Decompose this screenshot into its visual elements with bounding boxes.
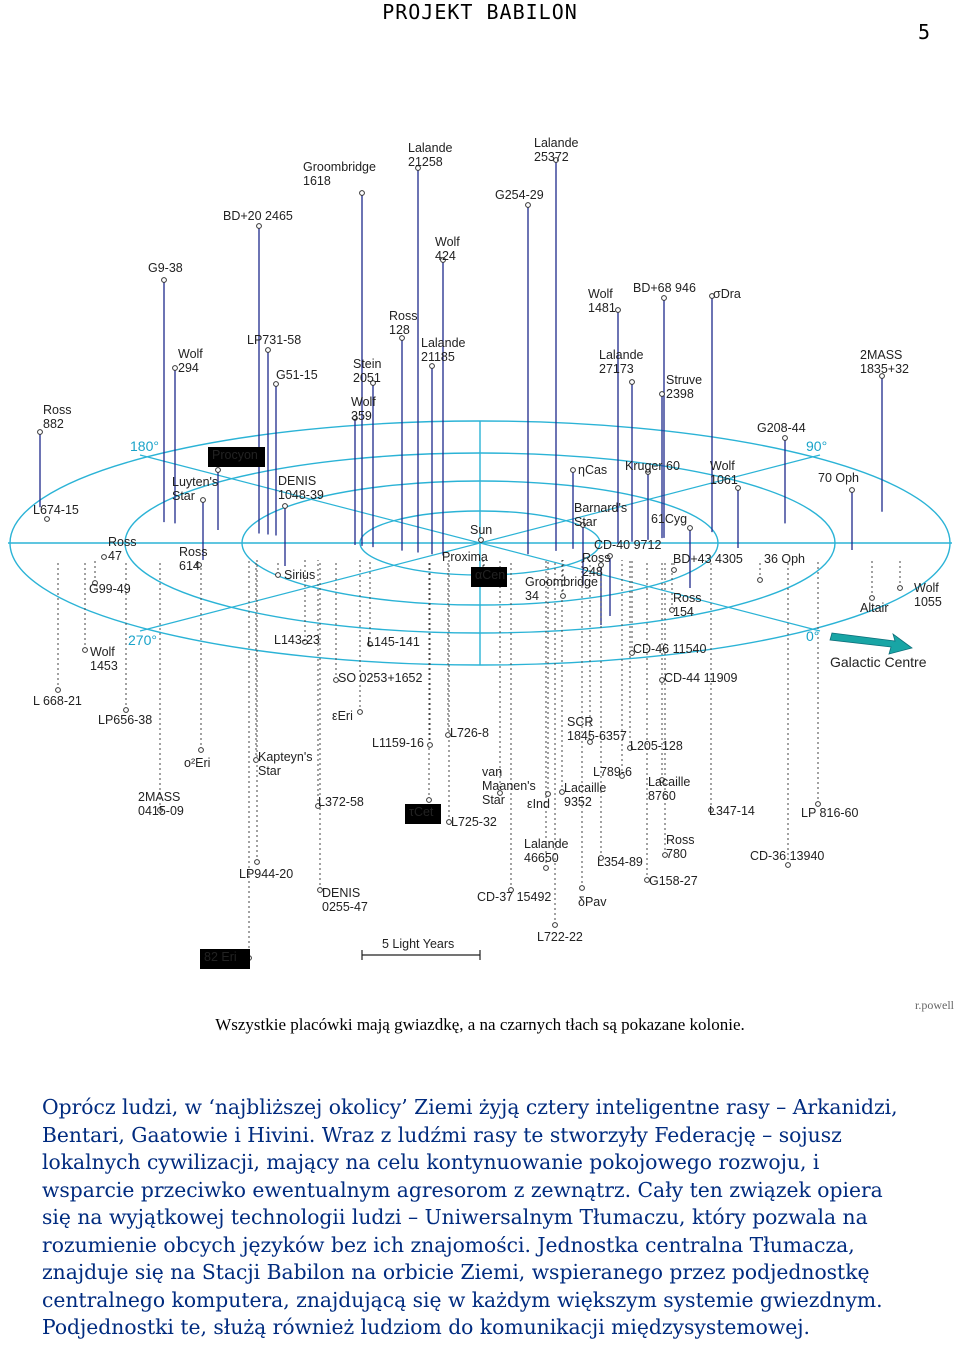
star-name: 1453 (90, 659, 118, 673)
star-marker (561, 594, 566, 599)
star-name: Lalande (599, 348, 644, 362)
star-label-tauceti (405, 804, 441, 824)
star-name: Barnard's (574, 501, 628, 515)
star-name: van (482, 765, 503, 779)
star-name: Ross (389, 309, 418, 323)
star-name: BD+20 2465 (223, 209, 293, 223)
star-marker (201, 498, 206, 503)
star-name: 8760 (648, 789, 676, 803)
star-name: 21258 (408, 155, 443, 169)
star-label-so0253 (338, 671, 422, 685)
star-name: 1048-39 (278, 488, 324, 502)
star-name: SCR (567, 715, 594, 729)
star-name: SO 0253+1652 (338, 671, 423, 685)
angle-90-label: 90° (806, 438, 828, 454)
star-label-g254 (495, 188, 544, 202)
galactic-centre-label: Galactic Centre (830, 654, 927, 670)
star-marker (898, 586, 903, 591)
star-label-cd4411909 (664, 671, 737, 685)
star-name: 1845-6357 (567, 729, 627, 743)
star-name: Luyten's (172, 475, 219, 489)
star-name: Ross (179, 545, 208, 559)
star-name: 882 (43, 417, 64, 431)
star-marker (672, 568, 677, 573)
star-name: 1061 (710, 473, 738, 487)
star-label-lalande21258 (408, 141, 453, 169)
star-label-kapteyn (258, 750, 313, 778)
star-name: Procyon (212, 448, 258, 462)
star-name: CD-37 15492 (477, 890, 552, 904)
star-map (0, 120, 960, 980)
star-name: L143-23 (274, 633, 320, 647)
star-name: Wolf (435, 235, 460, 249)
star-name: 25372 (534, 150, 569, 164)
star-name: Kruger 60 (625, 459, 680, 473)
star-name: 2051 (353, 371, 381, 385)
star-label-lalande21185 (421, 336, 466, 364)
star-name: DENIS (278, 474, 317, 488)
star-name: Struve (666, 373, 703, 387)
star-name: BD+68 946 (633, 281, 696, 295)
star-name: 248 (582, 565, 603, 579)
star-name: Lacaille (564, 781, 607, 795)
star-name: 2398 (666, 387, 694, 401)
star-label-lalande25372 (534, 136, 579, 164)
star-label-epseri (332, 709, 353, 723)
star-name: L726-8 (450, 726, 489, 740)
star-label-ross47 (108, 535, 136, 563)
star-label-cd3715492 (477, 890, 551, 904)
star-name: L347-14 (709, 804, 755, 818)
star-label-bd20 (223, 209, 293, 223)
scale-label: 5 Light Years (382, 937, 455, 951)
star-marker (45, 517, 50, 522)
star-name: 1835+32 (860, 362, 910, 376)
star-label-lalande46650 (524, 837, 569, 865)
star-name: L674-15 (33, 503, 79, 517)
star-marker (266, 348, 271, 353)
star-name: L372-58 (318, 795, 364, 809)
star-name: G99-49 (89, 582, 131, 596)
star-label-l354 (597, 855, 643, 869)
star-marker (430, 364, 435, 369)
star-name: L 668-21 (33, 694, 82, 708)
star-marker (216, 468, 221, 473)
star-name: Ross (582, 551, 611, 565)
star-name: o²Eri (184, 756, 211, 770)
star-label-l668 (33, 694, 82, 708)
star-label-oph70 (818, 471, 859, 485)
star-name: ηCas (578, 463, 608, 477)
star-name: Wolf (914, 581, 939, 595)
star-label-g9949 (89, 582, 131, 596)
star-label-cd40 (594, 538, 661, 552)
star-name: L725-32 (451, 815, 497, 829)
star-marker (199, 748, 204, 753)
page-header: PROJEKT BABILON (382, 0, 578, 24)
star-name: 82 Eri (204, 950, 237, 964)
star-name: LP731-58 (247, 333, 302, 347)
star-marker (546, 792, 551, 797)
star-label-struve2398 (666, 373, 702, 401)
star-label-l14323 (274, 633, 320, 647)
star-name: Sun (470, 523, 493, 537)
star-label-alphacen (471, 567, 507, 587)
star-label-l145 (367, 635, 420, 649)
star-label-wolf294 (178, 347, 203, 375)
galactic-centre-arrow-icon (830, 633, 912, 654)
page-number: 5 (917, 20, 930, 44)
star-marker (358, 710, 363, 715)
star-label-kruger60 (625, 459, 680, 473)
star-name: 128 (389, 323, 410, 337)
star-label-bd68 (633, 281, 696, 295)
star-name: CD-46 11540 (633, 642, 707, 656)
star-name: LP656-38 (98, 713, 153, 727)
star-name: CD-36 13940 (750, 849, 825, 863)
map-credit: r.powell (915, 998, 954, 1012)
star-name: Lalande (408, 141, 453, 155)
star-marker (124, 708, 129, 713)
star-name: BD+43 4305 (673, 552, 743, 566)
star-label-sirius (284, 568, 315, 582)
star-label-l722 (537, 930, 583, 944)
star-label-twomass0415 (138, 790, 184, 818)
star-name: Groombridge (525, 575, 598, 589)
star-name: L1159-16 (372, 736, 424, 750)
star-name: 1481 (588, 301, 616, 315)
star-label-g158 (649, 874, 698, 888)
star-label-o2eri (184, 756, 210, 770)
star-marker (544, 866, 549, 871)
star-marker (688, 526, 693, 531)
star-name: L145-141 (367, 635, 420, 649)
star-name: σDra (713, 287, 741, 301)
star-marker (162, 278, 167, 283)
star-label-deltapav (578, 895, 607, 909)
star-name: Star (258, 764, 281, 778)
star-name: CD-40 9712 (594, 538, 662, 552)
star-name: G208-44 (757, 421, 806, 435)
star-name: 27173 (599, 362, 634, 376)
star-label-procyon (208, 447, 265, 467)
star-marker (56, 688, 61, 693)
star-label-lp816 (801, 806, 859, 820)
star-name: 9352 (564, 795, 592, 809)
star-marker (786, 863, 791, 868)
star-label-wolf1453 (90, 645, 118, 673)
star-name: Lalande (421, 336, 466, 350)
angle-270-label: 270° (128, 632, 157, 648)
star-marker (553, 923, 558, 928)
map-caption: Wszystkie placówki mają gwiazdkę, a na czarnych tłach są pokazane kolonie. (215, 1015, 745, 1034)
star-name: LP944-20 (239, 867, 294, 881)
star-name: Ross (673, 591, 702, 605)
star-marker (274, 382, 279, 387)
star-marker (360, 191, 365, 196)
star-name: 34 (525, 589, 539, 603)
star-name: 780 (666, 847, 687, 861)
star-label-cd3613940 (750, 849, 824, 863)
star-name: Wolf (588, 287, 613, 301)
star-name: Ross (43, 403, 72, 417)
star-name: 46650 (524, 851, 559, 865)
star-marker (783, 436, 788, 441)
star-label-cyg61 (651, 512, 687, 526)
star-name: L722-22 (537, 930, 583, 944)
star-label-l347 (709, 804, 755, 818)
star-name: Proxima (442, 550, 488, 564)
star-name: L789-6 (593, 765, 632, 779)
star-name: Kapteyn's (258, 750, 313, 764)
star-name: Sirius (284, 568, 316, 582)
star-name: 359 (351, 409, 372, 423)
star-label-proxima (442, 550, 488, 564)
star-label-sigmadra (713, 287, 741, 301)
star-marker (38, 430, 43, 435)
star-name: Wolf (90, 645, 115, 659)
star-name: 294 (178, 361, 199, 375)
star-name: 614 (179, 559, 200, 573)
star-name: 2MASS (860, 348, 903, 362)
star-marker (616, 308, 621, 313)
star-label-altair (860, 601, 888, 615)
star-label-g20844 (757, 421, 806, 435)
star-name: 36 Oph (764, 552, 806, 566)
star-name: εInd (527, 797, 550, 811)
star-label-bd43 (673, 552, 743, 566)
star-name: Ross (108, 535, 137, 549)
star-marker (580, 886, 585, 891)
star-label-ross128 (389, 309, 417, 337)
star-label-oph36 (764, 552, 805, 566)
star-name: 154 (673, 605, 694, 619)
star-label-wolf1061 (710, 459, 738, 487)
star-name: Star (482, 793, 505, 807)
star-marker (283, 504, 288, 509)
star-label-wolf1055 (914, 581, 942, 609)
star-label-ross882 (43, 403, 71, 431)
star-name: Maanen's (482, 779, 536, 793)
star-marker (428, 743, 433, 748)
star-label-ross780 (666, 833, 694, 861)
star-marker (173, 366, 178, 371)
star-name: LP 816-60 (801, 806, 859, 820)
star-label-g938 (148, 261, 183, 275)
star-label-l789 (593, 765, 632, 779)
star-name: τCet (409, 805, 434, 819)
scale-bar (362, 950, 480, 960)
star-label-barnard (574, 501, 627, 529)
star-name: 1055 (914, 595, 942, 609)
star-label-denis0255 (322, 886, 368, 914)
star-label-twomass1835 (860, 348, 909, 376)
star-name: G254-29 (495, 188, 544, 202)
star-name: 424 (435, 249, 456, 263)
body-paragraph: Oprócz ludzi, w ‘najbliższej okolicy’ Ziemi żyją cztery inteligentne rasy – Arkanidzi, Bentari, Gaatowie i Hivini. Wraz z ludźmi rasy te stworzyły Federację – sojusz lokalnych cywilizacji, mający na celu kontynuowanie pokojowego rozwoju, i wsparcie przeciwko ewentualnym agresorom z zewnątrz. Cały ten związek opiera się na wyjątkowej technologii ludzi – Uniwersalnym Tłumaczu, który pozwala na rozumienie obcych języków bez ich znajomości. Jednostka centralna Tłumacza, znajduje się na Stacji Babilon na orbicie Ziemi, wspieranego przez podjednostkę centralnego komputera, znajdującą się w każdym większym systemie gwiezdnym. Podjednostki te, służą również ludziom do komunikacji międzysystemowej. (42, 1095, 898, 1339)
star-name: Ross (666, 833, 695, 847)
star-name: 0415-09 (138, 804, 184, 818)
star-name: 1618 (303, 174, 331, 188)
star-name: DENIS (322, 886, 361, 900)
star-label-lp656 (98, 713, 152, 727)
star-marker (102, 555, 107, 560)
star-marker (630, 380, 635, 385)
star-label-stein2051 (353, 357, 382, 385)
star-name: 61Cyg (651, 512, 688, 526)
star-name: Wolf (351, 395, 376, 409)
star-name: Altair (860, 601, 889, 615)
star-name: Groombridge (303, 160, 376, 174)
star-name: αCen (475, 568, 506, 582)
star-label-scr1845 (567, 715, 627, 743)
star-name: L205-128 (630, 739, 683, 753)
star-label-etacas (578, 463, 607, 477)
star-label-l205 (630, 739, 683, 753)
star-label-lacaille9352 (564, 781, 606, 809)
star-marker (526, 203, 531, 208)
star-label-lalande27173 (599, 348, 644, 376)
star-name: δPav (578, 895, 607, 909)
angle-0-label: 0° (806, 628, 820, 644)
star-name: G51-15 (276, 368, 318, 382)
star-marker (870, 596, 875, 601)
star-name: CD-44 11909 (664, 671, 738, 685)
star-label-epsind (527, 797, 550, 811)
star-name: Star (574, 515, 597, 529)
star-label-groombridge1618 (303, 160, 376, 188)
star-marker (571, 468, 576, 473)
star-name: εEri (332, 709, 353, 723)
star-label-lp731 (247, 333, 301, 347)
star-label-g5115 (276, 368, 318, 382)
star-name: Star (172, 489, 195, 503)
star-label-l726 (450, 726, 489, 740)
star-label-lacaille8760 (648, 775, 690, 803)
star-name: Wolf (178, 347, 203, 361)
angle-180-label: 180° (130, 438, 159, 454)
star-label-l725 (451, 815, 497, 829)
star-label-eri82 (200, 949, 250, 969)
star-label-wolf424 (435, 235, 460, 263)
star-labels (33, 136, 942, 969)
star-name: L354-89 (597, 855, 643, 869)
star-marker (257, 224, 262, 229)
star-name: Stein (353, 357, 382, 371)
star-marker (662, 296, 667, 301)
star-marker (427, 798, 432, 803)
star-label-denis1048 (278, 474, 324, 502)
star-name: G158-27 (649, 874, 698, 888)
star-label-lp944 (239, 867, 293, 881)
star-label-wolf1481 (588, 287, 616, 315)
star-name: 2MASS (138, 790, 181, 804)
star-label-cd4611540 (633, 642, 706, 656)
star-marker (479, 538, 484, 543)
star-marker (850, 488, 855, 493)
star-marker (276, 573, 281, 578)
star-name: 47 (108, 549, 122, 563)
star-name: 21185 (421, 350, 455, 364)
star-name: Lacaille (648, 775, 691, 789)
star-name: Lalande (534, 136, 579, 150)
star-name: Wolf (710, 459, 735, 473)
star-marker (758, 578, 763, 583)
star-label-l674 (33, 503, 79, 517)
star-marker (660, 392, 665, 397)
star-label-l372 (318, 795, 364, 809)
star-label-l1159 (372, 736, 424, 750)
star-label-sun (470, 523, 492, 537)
star-name: G9-38 (148, 261, 183, 275)
star-name: 0255-47 (322, 900, 368, 914)
star-marker (83, 648, 88, 653)
star-name: 70 Oph (818, 471, 860, 485)
star-marker (255, 860, 260, 865)
star-name: Lalande (524, 837, 569, 851)
